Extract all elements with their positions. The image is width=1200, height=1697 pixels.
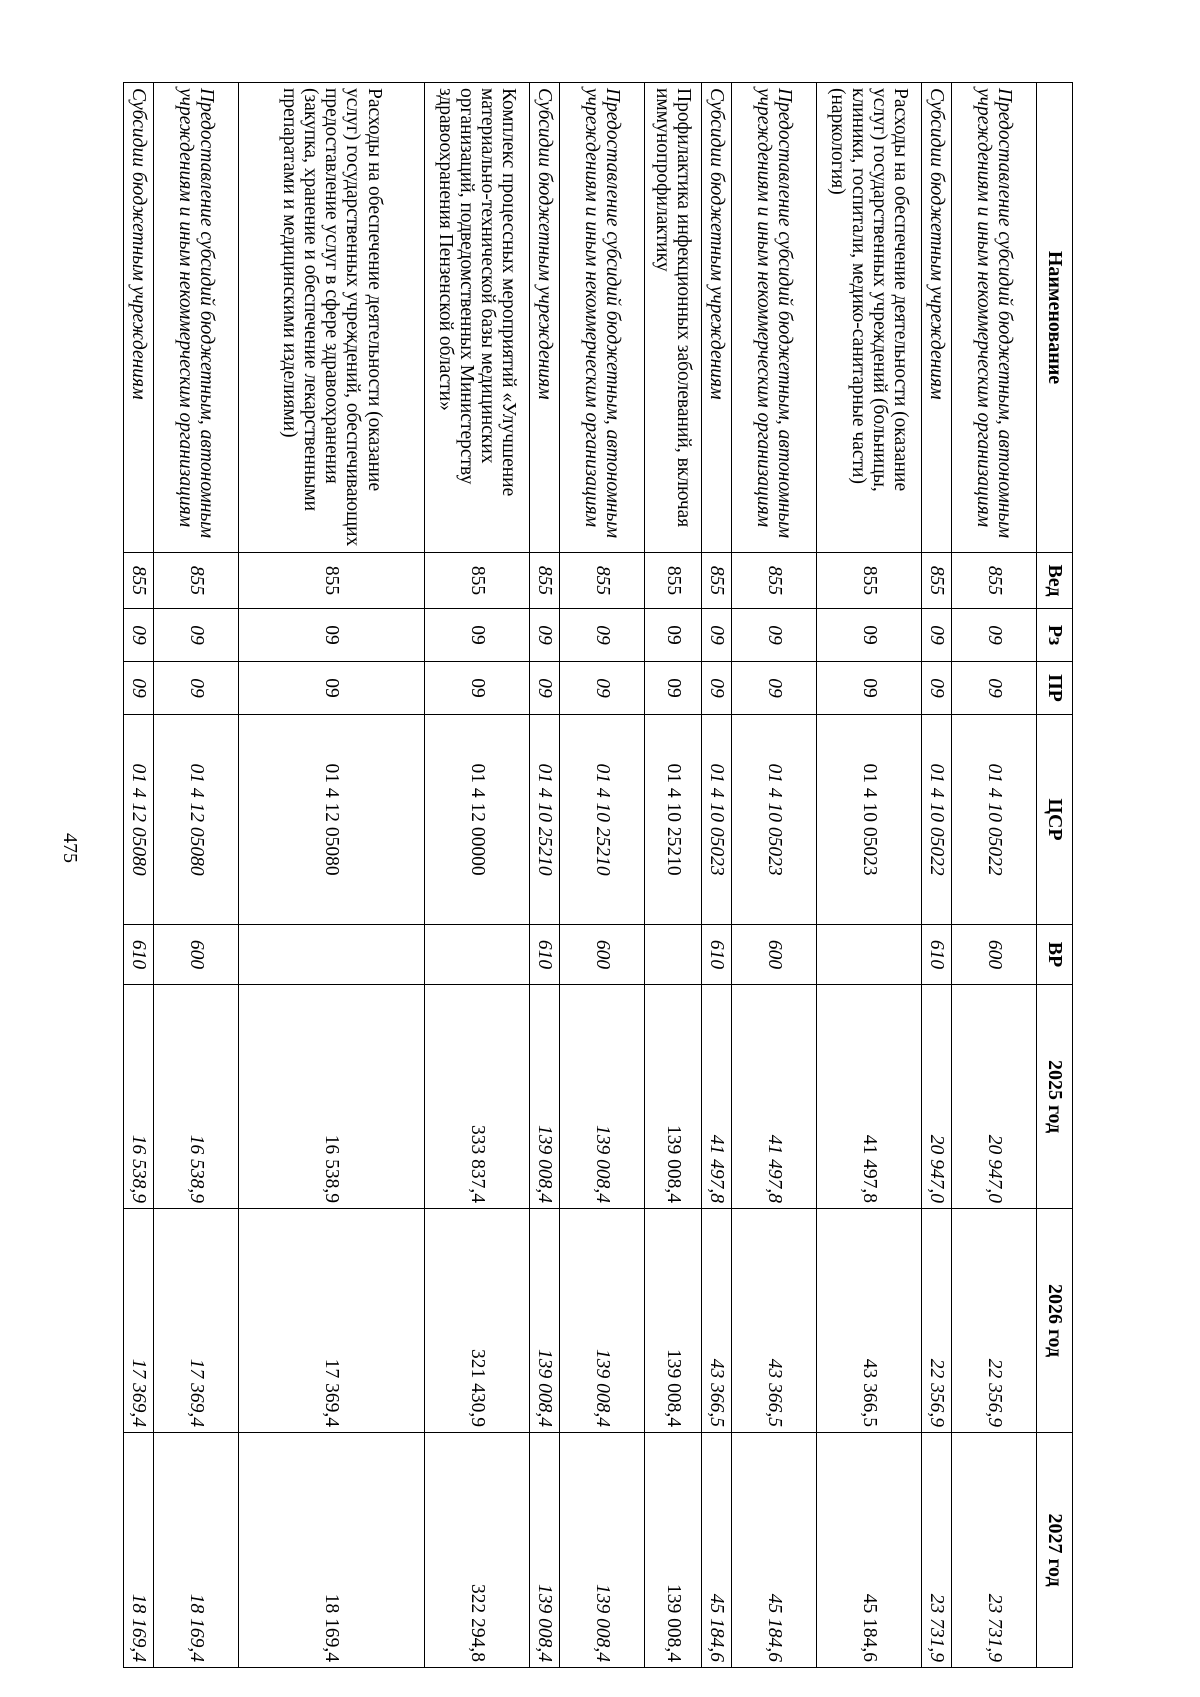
cell-csr: 01 4 10 05023 bbox=[732, 715, 817, 925]
cell-vr bbox=[817, 925, 922, 985]
cell-2025: 41 497,8 bbox=[817, 985, 922, 1209]
table-header-row bbox=[1037, 83, 1073, 1668]
header-2027: 2027 год bbox=[1037, 1433, 1073, 1668]
cell-2027: 18 169,4 bbox=[124, 1433, 154, 1668]
cell-name: Предоставление субсидий бюджетным, автономным учреждениям и иным некоммерческим организациям bbox=[952, 83, 1037, 553]
cell-csr: 01 4 10 05023 bbox=[702, 715, 732, 925]
cell-name: Предоставление субсидий бюджетным, автономным учреждениям и иным некоммерческим организациям bbox=[732, 83, 817, 553]
cell-csr: 01 4 12 05080 bbox=[124, 715, 154, 925]
cell-2027: 322 294,8 bbox=[425, 1433, 530, 1668]
cell-2026: 139 008,4 bbox=[645, 1209, 702, 1433]
cell-ved: 855 bbox=[530, 553, 560, 609]
cell-2026: 139 008,4 bbox=[560, 1209, 645, 1433]
cell-2027: 139 008,4 bbox=[560, 1433, 645, 1668]
cell-vr: 610 bbox=[124, 925, 154, 985]
cell-2025: 41 497,8 bbox=[702, 985, 732, 1209]
cell-2026: 17 369,4 bbox=[154, 1209, 239, 1433]
header-2026: 2026 год bbox=[1037, 1209, 1073, 1433]
header-2025: 2025 год bbox=[1037, 985, 1073, 1209]
cell-ved: 855 bbox=[702, 553, 732, 609]
cell-rz: 09 bbox=[645, 609, 702, 662]
cell-name: Предоставление субсидий бюджетным, автономным учреждениям и иным некоммерческим организациям bbox=[154, 83, 239, 553]
cell-2027: 45 184,6 bbox=[702, 1433, 732, 1668]
cell-name: Расходы на обеспечение деятельности (оказание услуг) государственных учреждений, обеспечивающих предоставление услуг в сфере здравоохранения (закупка, хранение и обеспечение лекарственными препаратами и медицинскими изделиями) bbox=[239, 83, 425, 553]
page-number: 475 bbox=[59, 833, 81, 863]
cell-2027: 23 731,9 bbox=[922, 1433, 952, 1668]
cell-vr: 610 bbox=[530, 925, 560, 985]
cell-name: Предоставление субсидий бюджетным, автономным учреждениям и иным некоммерческим организациям bbox=[560, 83, 645, 553]
cell-ved: 855 bbox=[124, 553, 154, 609]
cell-rz: 09 bbox=[702, 609, 732, 662]
cell-ved: 855 bbox=[645, 553, 702, 609]
cell-name: Комплекс процессных мероприятий «Улучшение материально-технической базы медицинских организаций, подведомственных Министерству здравоохранения Пензенской области» bbox=[425, 83, 530, 553]
cell-csr: 01 4 12 05080 bbox=[154, 715, 239, 925]
header-csr: ЦСР bbox=[1037, 715, 1073, 925]
cell-name: Профилактика инфекционных заболеваний, включая иммунопрофилактику bbox=[645, 83, 702, 553]
cell-2026: 139 008,4 bbox=[530, 1209, 560, 1433]
cell-2027: 139 008,4 bbox=[530, 1433, 560, 1668]
cell-2026: 43 366,5 bbox=[702, 1209, 732, 1433]
cell-csr: 01 4 12 00000 bbox=[425, 715, 530, 925]
cell-csr: 01 4 10 05022 bbox=[922, 715, 952, 925]
table-row bbox=[922, 83, 952, 1668]
cell-name: Субсидии бюджетным учреждениям bbox=[124, 83, 154, 553]
cell-vr bbox=[239, 925, 425, 985]
cell-2025: 139 008,4 bbox=[645, 985, 702, 1209]
cell-2027: 45 184,6 bbox=[732, 1433, 817, 1668]
cell-pr: 09 bbox=[702, 662, 732, 715]
cell-name: Субсидии бюджетным учреждениям bbox=[530, 83, 560, 553]
cell-vr: 600 bbox=[732, 925, 817, 985]
header-ved: Вед bbox=[1037, 553, 1073, 609]
cell-2025: 16 538,9 bbox=[124, 985, 154, 1209]
cell-vr: 600 bbox=[560, 925, 645, 985]
table-row bbox=[560, 83, 645, 1668]
cell-pr: 09 bbox=[645, 662, 702, 715]
cell-pr: 09 bbox=[817, 662, 922, 715]
cell-2025: 139 008,4 bbox=[560, 985, 645, 1209]
cell-vr: 600 bbox=[154, 925, 239, 985]
header-pr: ПР bbox=[1037, 662, 1073, 715]
cell-2025: 20 947,0 bbox=[922, 985, 952, 1209]
cell-rz: 09 bbox=[239, 609, 425, 662]
cell-name: Расходы на обеспечение деятельности (оказание услуг) государственных учреждений (больницы, клиники, госпитали, медико-санитарные части) (наркология) bbox=[817, 83, 922, 553]
table-row bbox=[530, 83, 560, 1668]
cell-rz: 09 bbox=[732, 609, 817, 662]
cell-rz: 09 bbox=[560, 609, 645, 662]
cell-2025: 16 538,9 bbox=[154, 985, 239, 1209]
budget-table bbox=[123, 82, 1073, 1668]
cell-2027: 23 731,9 bbox=[952, 1433, 1037, 1668]
cell-pr: 09 bbox=[530, 662, 560, 715]
cell-2026: 17 369,4 bbox=[124, 1209, 154, 1433]
cell-vr: 600 bbox=[952, 925, 1037, 985]
cell-2025: 333 837,4 bbox=[425, 985, 530, 1209]
cell-ved: 855 bbox=[922, 553, 952, 609]
cell-csr: 01 4 10 25210 bbox=[560, 715, 645, 925]
cell-2026: 43 366,5 bbox=[817, 1209, 922, 1433]
cell-ved: 855 bbox=[952, 553, 1037, 609]
cell-2025: 20 947,0 bbox=[952, 985, 1037, 1209]
cell-pr: 09 bbox=[732, 662, 817, 715]
table-row bbox=[645, 83, 702, 1668]
cell-2027: 18 169,4 bbox=[239, 1433, 425, 1668]
cell-rz: 09 bbox=[922, 609, 952, 662]
cell-2026: 17 369,4 bbox=[239, 1209, 425, 1433]
cell-2025: 139 008,4 bbox=[530, 985, 560, 1209]
table-row bbox=[239, 83, 425, 1668]
cell-pr: 09 bbox=[239, 662, 425, 715]
cell-vr: 610 bbox=[922, 925, 952, 985]
header-rz: Рз bbox=[1037, 609, 1073, 662]
cell-rz: 09 bbox=[952, 609, 1037, 662]
cell-ved: 855 bbox=[239, 553, 425, 609]
cell-csr: 01 4 10 05022 bbox=[952, 715, 1037, 925]
cell-pr: 09 bbox=[560, 662, 645, 715]
table-row bbox=[732, 83, 817, 1668]
rotated-table-container bbox=[128, 82, 1073, 1667]
cell-rz: 09 bbox=[817, 609, 922, 662]
cell-2026: 321 430,9 bbox=[425, 1209, 530, 1433]
cell-vr bbox=[425, 925, 530, 985]
cell-ved: 855 bbox=[817, 553, 922, 609]
cell-csr: 01 4 12 05080 bbox=[239, 715, 425, 925]
table-row bbox=[952, 83, 1037, 1668]
cell-ved: 855 bbox=[154, 553, 239, 609]
table-row bbox=[702, 83, 732, 1668]
cell-pr: 09 bbox=[124, 662, 154, 715]
cell-name: Субсидии бюджетным учреждениям bbox=[702, 83, 732, 553]
cell-csr: 01 4 10 25210 bbox=[530, 715, 560, 925]
cell-pr: 09 bbox=[952, 662, 1037, 715]
table-row bbox=[124, 83, 154, 1668]
cell-ved: 855 bbox=[425, 553, 530, 609]
cell-ved: 855 bbox=[560, 553, 645, 609]
cell-csr: 01 4 10 25210 bbox=[645, 715, 702, 925]
cell-2025: 16 538,9 bbox=[239, 985, 425, 1209]
cell-2027: 139 008,4 bbox=[645, 1433, 702, 1668]
cell-2026: 22 356,9 bbox=[922, 1209, 952, 1433]
cell-2027: 18 169,4 bbox=[154, 1433, 239, 1668]
cell-pr: 09 bbox=[154, 662, 239, 715]
cell-csr: 01 4 10 05023 bbox=[817, 715, 922, 925]
table-row bbox=[425, 83, 530, 1668]
cell-2026: 43 366,5 bbox=[732, 1209, 817, 1433]
cell-rz: 09 bbox=[124, 609, 154, 662]
cell-vr bbox=[645, 925, 702, 985]
table-row bbox=[817, 83, 922, 1668]
cell-pr: 09 bbox=[425, 662, 530, 715]
cell-rz: 09 bbox=[154, 609, 239, 662]
cell-rz: 09 bbox=[425, 609, 530, 662]
cell-2025: 41 497,8 bbox=[732, 985, 817, 1209]
cell-2027: 45 184,6 bbox=[817, 1433, 922, 1668]
cell-vr: 610 bbox=[702, 925, 732, 985]
cell-rz: 09 bbox=[530, 609, 560, 662]
cell-ved: 855 bbox=[732, 553, 817, 609]
table-row bbox=[154, 83, 239, 1668]
cell-pr: 09 bbox=[922, 662, 952, 715]
header-name: Наименование bbox=[1037, 83, 1073, 553]
cell-2026: 22 356,9 bbox=[952, 1209, 1037, 1433]
cell-name: Субсидии бюджетным учреждениям bbox=[922, 83, 952, 553]
header-vr: ВР bbox=[1037, 925, 1073, 985]
